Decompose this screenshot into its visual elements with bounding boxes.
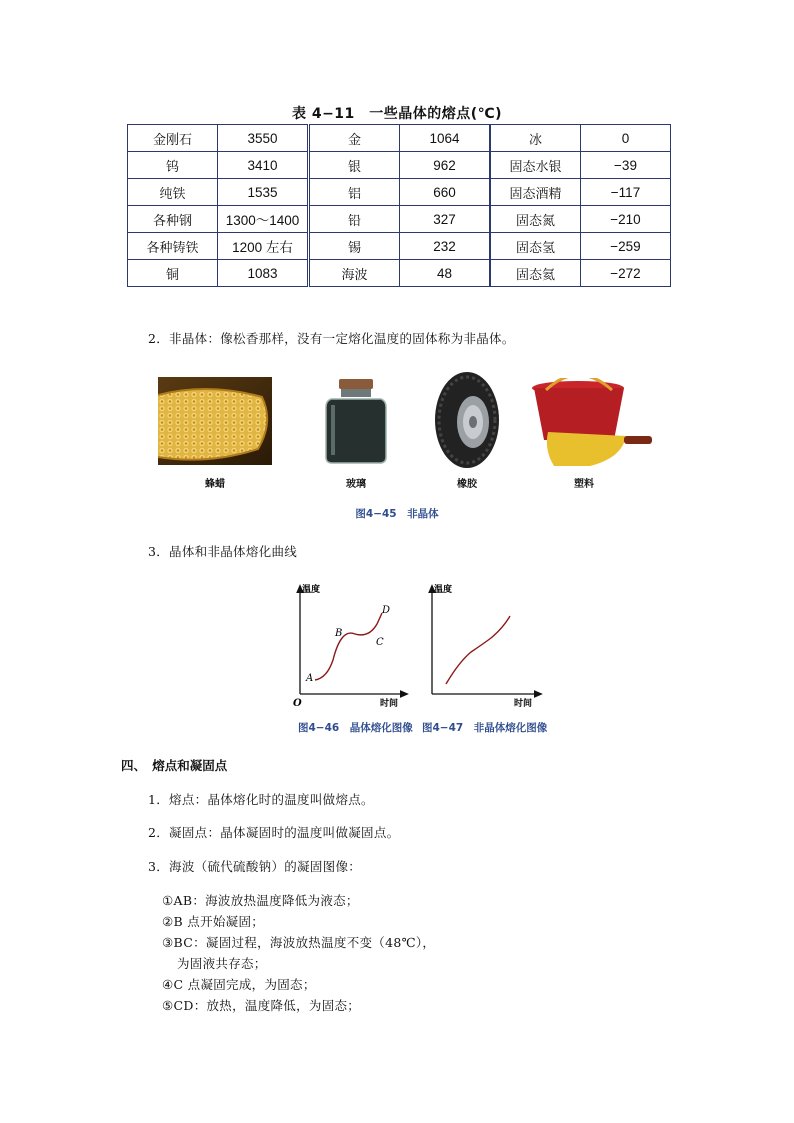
substance-name: 纯铁 (128, 179, 218, 206)
substance-name: 钨 (128, 152, 218, 179)
table-row (128, 125, 308, 152)
beeswax-image (158, 377, 272, 465)
glass-jar-image (323, 377, 389, 465)
substance-name: 各种铸铁 (128, 233, 218, 260)
substance-name: 固态氦 (491, 260, 581, 287)
substance-name: 固态水银 (491, 152, 581, 179)
melting-point-definition: 1．熔点：晶体熔化时的温度叫做熔点。 (148, 792, 374, 807)
label-plastic: 塑料 (574, 479, 594, 490)
list-item: ④C 点凝固完成，为固态； (162, 977, 316, 992)
melting-point-value: 1064 (400, 125, 490, 152)
table-title: 表 4−11 一些晶体的熔点(℃) (291, 106, 503, 122)
substance-name: 固态氢 (491, 233, 581, 260)
melting-point-table-2 (309, 124, 490, 287)
label-glass: 玻璃 (346, 479, 366, 490)
melting-point-value: 962 (400, 152, 490, 179)
hypo-freezing-heading: 3．海波（硫代硫酸钠）的凝固图像： (148, 859, 362, 874)
table-row (128, 233, 308, 260)
list-item: 为固液共存态； (177, 956, 267, 971)
substance-name: 各种钢 (128, 206, 218, 233)
point-c-label: C (376, 637, 384, 648)
melting-point-value: 1535 (218, 179, 308, 206)
table-row (128, 152, 308, 179)
point-d-label: D (382, 605, 391, 616)
label-rubber: 橡胶 (457, 479, 477, 490)
melting-point-table-1 (127, 124, 308, 287)
table-row (491, 206, 671, 233)
melting-point-value: −272 (581, 260, 671, 287)
substance-name: 固态氮 (491, 206, 581, 233)
table-row (310, 206, 490, 233)
substance-name: 海波 (310, 260, 400, 287)
table-row (491, 233, 671, 260)
table-row (491, 152, 671, 179)
melting-point-value: 1300～1400 (218, 206, 308, 233)
substance-name: 铅 (310, 206, 400, 233)
plastic-image (530, 378, 656, 470)
list-item: ⑤CD：放热，温度降低，为固态； (162, 998, 361, 1013)
melting-point-value: 232 (400, 233, 490, 260)
melting-point-value: 1083 (218, 260, 308, 287)
y-axis-label: 温度 (434, 585, 453, 595)
table-row (310, 125, 490, 152)
table-row (128, 206, 308, 233)
substance-name: 金 (310, 125, 400, 152)
substance-name: 冰 (491, 125, 581, 152)
section-4-heading: 四、 熔点和凝固点 (121, 758, 228, 773)
table-row (310, 179, 490, 206)
tire-image (433, 370, 501, 470)
melting-point-value: 3410 (218, 152, 308, 179)
melting-point-value: −259 (581, 233, 671, 260)
x-axis-label: 时间 (380, 699, 399, 708)
substance-name: 固态酒精 (491, 179, 581, 206)
point-b-label: B (335, 628, 343, 639)
substance-name: 金刚石 (128, 125, 218, 152)
melting-point-table-3 (490, 124, 671, 287)
substance-name: 铝 (310, 179, 400, 206)
table-row (310, 233, 490, 260)
melting-point-value: 660 (400, 179, 490, 206)
melting-point-value: 0 (581, 125, 671, 152)
origin-label: O (293, 698, 302, 708)
melting-point-value: 1200 左右 (218, 233, 308, 260)
figure-4-47-caption: 图4−47 非晶体熔化图像 (422, 722, 548, 734)
melting-point-value: −117 (581, 179, 671, 206)
crystal-curve (315, 613, 382, 680)
figure-4-45-caption: 图4−45 非晶体 (355, 508, 439, 520)
figure-4-46-caption: 图4−46 晶体熔化图像 (298, 722, 413, 734)
freezing-point-definition: 2．凝固点：晶体凝固时的温度叫做凝固点。 (148, 825, 400, 840)
amorphous-melting-graph (419, 578, 549, 708)
table-row (491, 125, 671, 152)
list-item: ②B 点开始凝固； (162, 914, 265, 929)
table-row (491, 179, 671, 206)
amorphous-curve (446, 616, 510, 684)
melting-point-value: 327 (400, 206, 490, 233)
table-row (310, 260, 490, 287)
melting-curve-heading: 3．晶体和非晶体熔化曲线 (148, 544, 298, 559)
label-beeswax: 蜂蜡 (205, 479, 225, 490)
point-a-label: A (306, 673, 314, 684)
crystal-melting-graph (285, 578, 415, 708)
table-row (310, 152, 490, 179)
list-item: ①AB：海波放热温度降低为液态； (162, 893, 359, 908)
substance-name: 银 (310, 152, 400, 179)
substance-name: 铜 (128, 260, 218, 287)
x-axis-label: 时间 (514, 699, 533, 708)
melting-point-value: 3550 (218, 125, 308, 152)
list-item: ③BC：凝固过程，海波放热温度不变（48℃）， (162, 935, 436, 950)
y-axis-label: 温度 (302, 585, 321, 595)
table-row (491, 260, 671, 287)
melting-point-value: −39 (581, 152, 671, 179)
table-row (128, 179, 308, 206)
melting-point-value: 48 (400, 260, 490, 287)
amorphous-definition: 2．非晶体：像松香那样，没有一定熔化温度的固体称为非晶体。 (148, 331, 515, 346)
melting-point-value: −210 (581, 206, 671, 233)
substance-name: 锡 (310, 233, 400, 260)
table-row (128, 260, 308, 287)
